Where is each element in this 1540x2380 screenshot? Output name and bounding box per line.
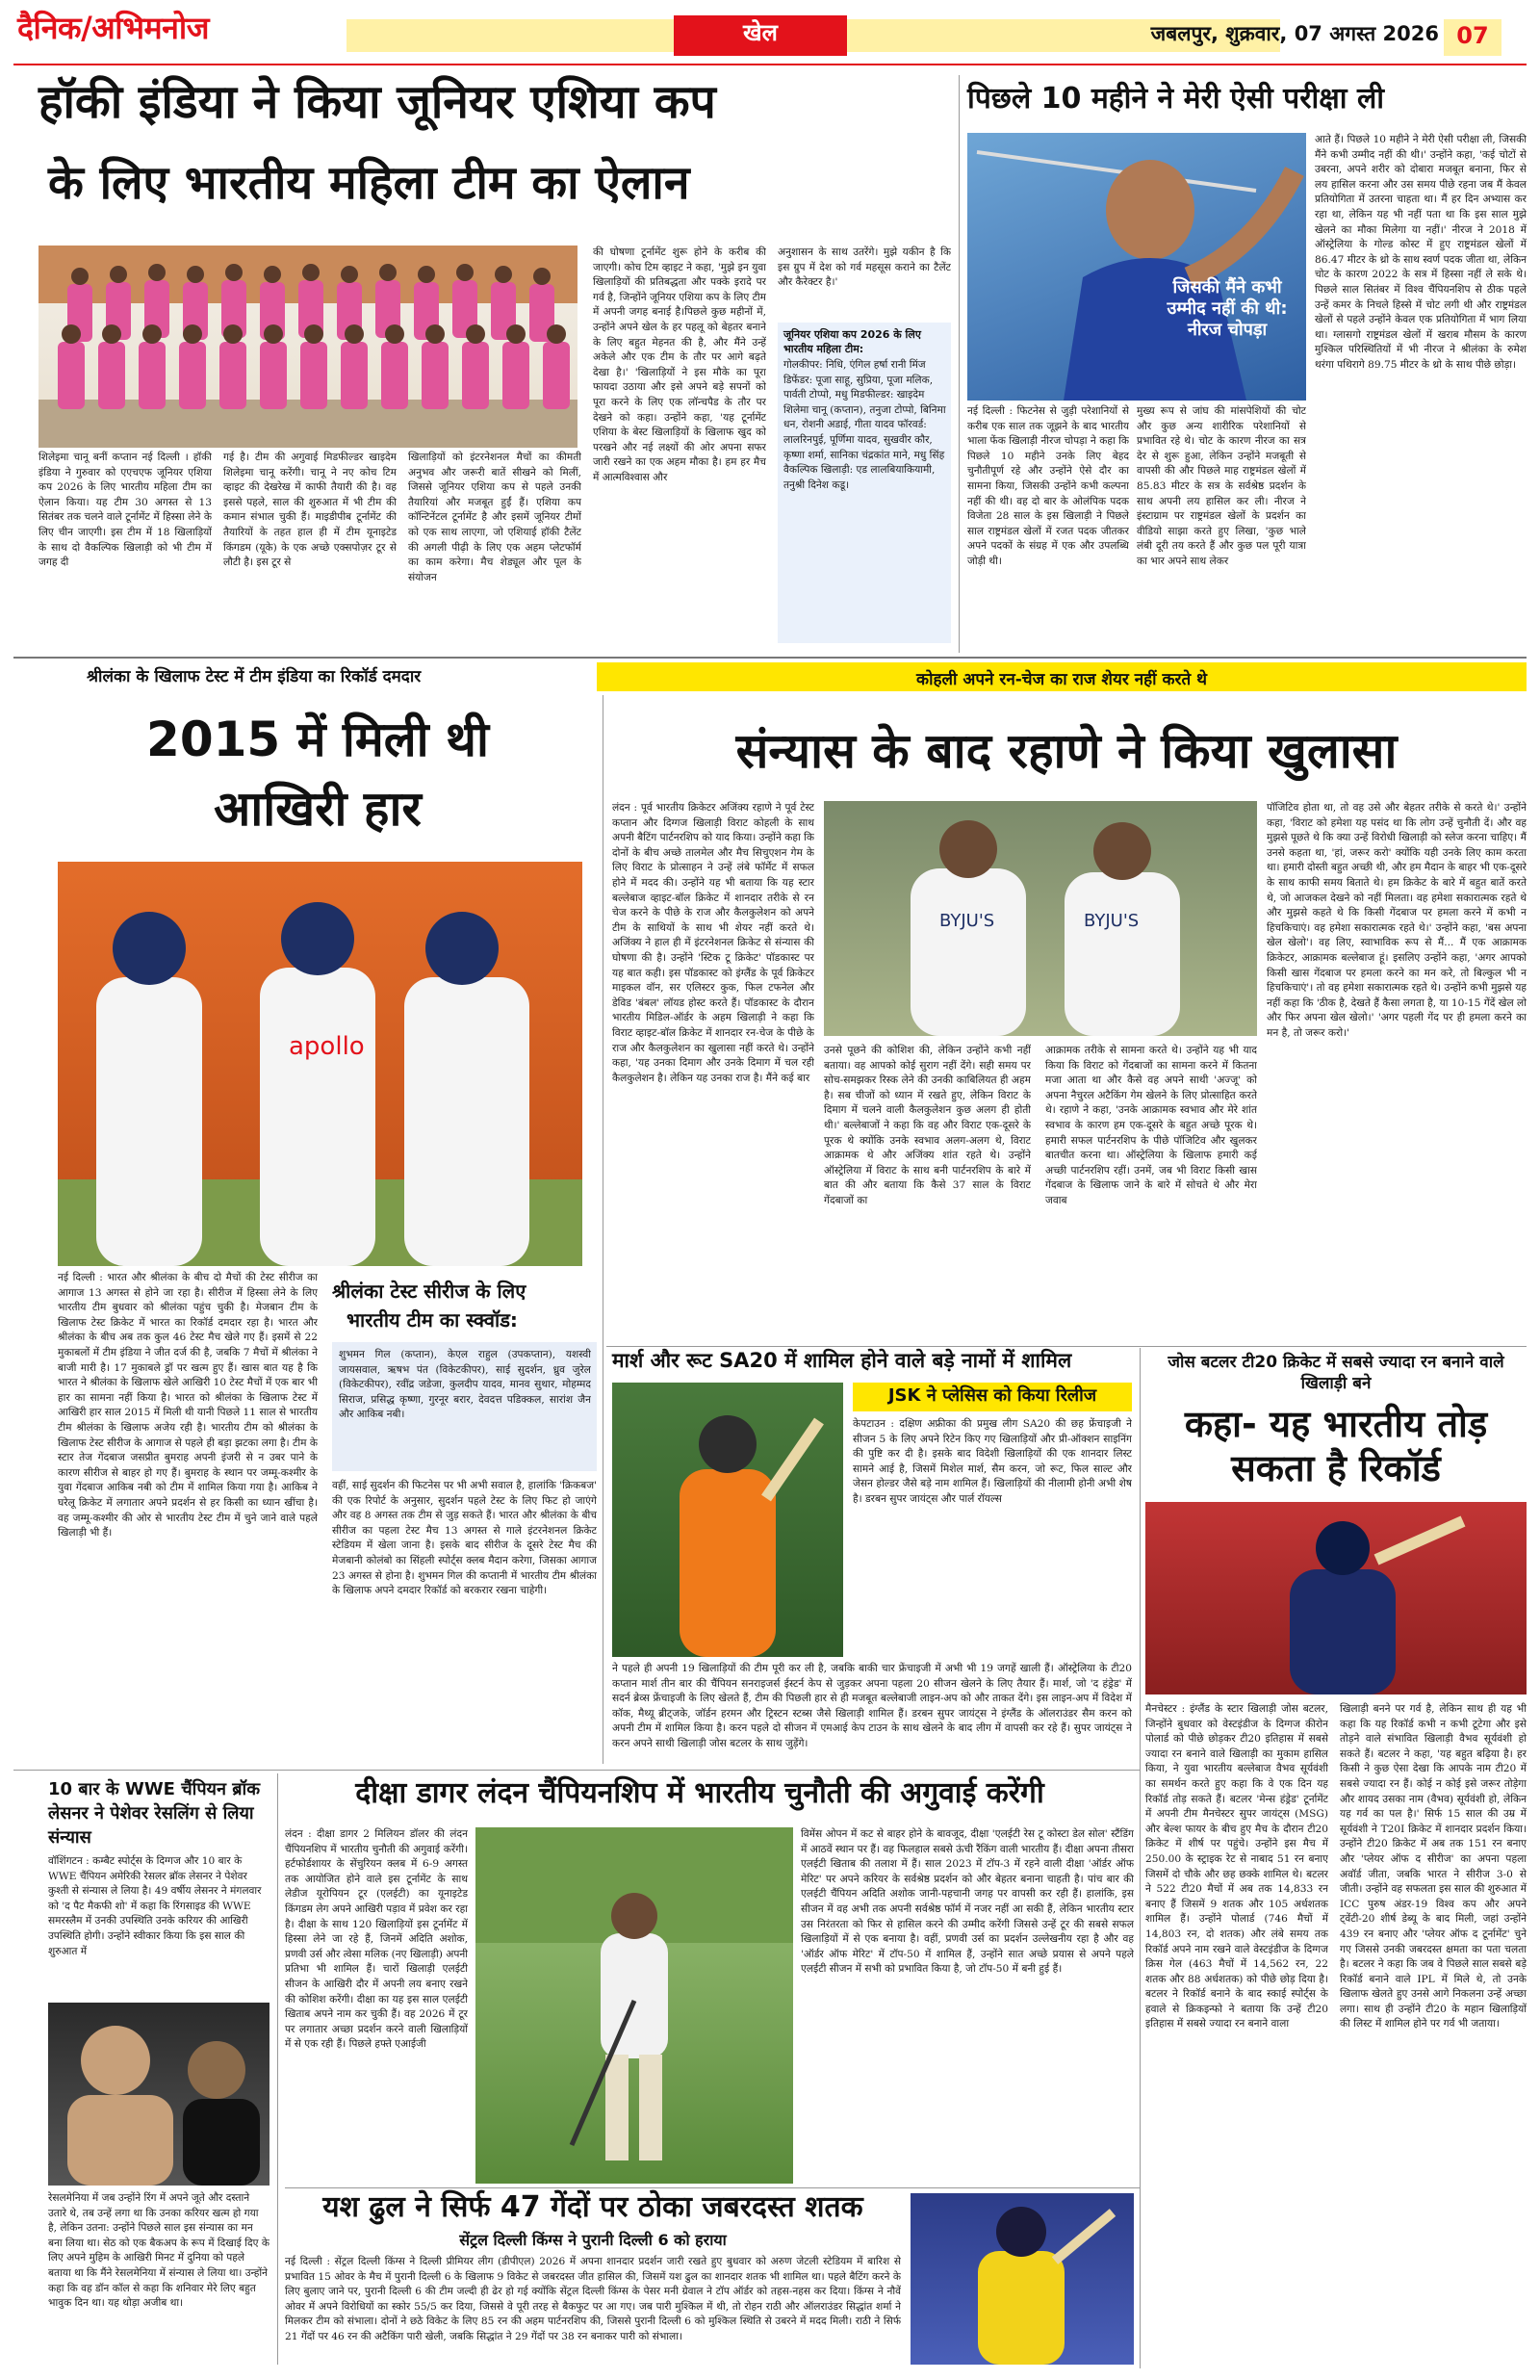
dateline: जबलपुर, शुक्रवार, 07 अगस्त 2026 — [1150, 22, 1439, 45]
neeraj-col-1: नई दिल्ली : फिटनेस से जुड़ी परेशानियों से करीब एक साल तक जूझने के बाद भारतीय भाला फेंक खिलाड़ी नीरज चोपड़ा ने कहा कि पिछले 10 महीने उनके लिए बेहद चुनौतीपूर्ण रहे और उन्होंने ऐसे दौर का सामना किया, जिसकी उन्होंने कभी कल्पना नहीं की थी। वह दो बार के ओलंपिक पदक विजेता 28 साल के इस खिलाड़ी ने पिछले साल राष्ट्रमंडल खेलों में रजत पदक जीतकर अपने पदकों के संग्रह में एक और उपलब्धि जोड़ी थी। — [967, 405, 1129, 567]
srilanka-kicker: श्रीलंका के खिलाफ टेस्ट में टीम इंडिया का रिकॉर्ड दमदार — [87, 667, 422, 686]
svg-text:apollo: apollo — [289, 1032, 365, 1061]
hockey-headline-1: हॉकी इंडिया ने किया जूनियर एशिया कप — [38, 75, 716, 129]
svg-text:BYJU'S: BYJU'S — [1084, 911, 1140, 931]
section-label: खेल — [743, 19, 778, 46]
srilanka-col-1: नई दिल्ली : भारत और श्रीलंका के बीच दो मैचों की टेस्ट सीरीज का आगाज 13 अगस्त से होने जा रहा है। सीरीज में हिस्सा लेने के लिए भारतीय टीम बुधवार को श्रीलंका पहुंच चुकी है। मेजबान टीम के खिलाफ टेस्ट क्रिकेट में भारत का रिकॉर्ड दमदार रहा है। भारत और श्रीलंका के बीच अब तक कुल 46 टेस्ट मैच खेले गए हैं। इसमें से 22 मुकाबलों में टीम इंडिया ने जीत दर्ज की है, जबकि 7 मैचों में श्रीलंका ने बाजी मारी है। 17 मुकाबले ड्रॉ पर खत्म हुए हैं। खास बात यह है कि भारत ने श्रीलंका के खिलाफ खेले आखिरी 10 टेस्ट मैचों में एक बार भी हार का सामना नहीं किया है। भारत को श्रीलंका के खिलाफ टेस्ट में आखिरी हार साल 2015 में मिली थी यानी पिछले 11 साल से भारतीय टीम श्रीलंका के खिलाफ अजेय रही है। भारतीय टीम को श्रीलंका के खिलाफ टेस्ट सीरीज के आगाज से पहले ही बड़ा झटका लगा है। टीम के स्टार तेज गेंदबाज जसप्रीत बुमराह अपनी इंजरी से न उबर पाने के कारण सीरीज से बाहर हो गए हैं। बुमराह के स्थान पर जम्मू-कश्मीर के युवा गेंदबाज आकिब नबी को टीम में शामिल किया गया है। आकिब ने घरेलू क्रिकेट में लगातार अपने प्रदर्शन से हर किसी का ध्यान खींचा है। वह जम्मू-कश्मीर की ओर से भारतीय टेस्ट टीम में चुने जाने वाले पहले खिलाड़ी भी हैं। — [58, 1272, 318, 1539]
rahane-photo — [824, 801, 1257, 1036]
buttler-photo — [1145, 1502, 1527, 1694]
kohli-rahane-illustration — [824, 801, 1257, 1036]
buttler-kicker: जोस बटलर टी20 क्रिकेट में सबसे ज्यादा रन बनाने वाले खिलाड़ी बने — [1168, 1353, 1504, 1393]
sa20-body-bottom: ने पहले ही अपनी 19 खिलाड़ियों की टीम पूरी कर ली है, जबकि बाकी चार फ्रेंचाइजी में अभी भी 19 जगहें खाली हैं। ऑस्ट्रेलिया के टी20 कप्तान मार्श तीन बार की चैंपियन सनराइजर्स ईस्टर्न केप से जुड़कर अपना पहला 20 सीजन खेलने के लिए तैयार हैं। मार्श, जो 'द हंड्रेड' में सदर्न ब्रेव्स फ्रेंचाइजी के लिए खेलते हैं, टीम की पिछली हार से ही मजबूत बल्लेबाजी लाइन-अप को और ताकत देंगे। इस लाइन-अप में विदेश में कॉक, मैथ्यू ब्रीट्जके, जॉर्डन हरमन और ट्रिस्टन स्टब्स जैसे खिलाड़ी शामिल हैं। डरबन सुपर जायंट्स ने इंग्लैंड के ऑलराउंडर सैम करन को अपनी टीम में शामिल किया है। करन पहले दो सीजन में एमआई केप टाउन के साथ खेलने के बाद लीग में वापसी कर रहे हैं। सुपर जायंट्स ने करन अपने साथी खिलाड़ी जोस बटलर के साथ जुड़ेंगे। — [612, 1663, 1132, 1749]
masthead — [0, 0, 1540, 62]
wwe-body-bottom: रेसलमेनिया में जब उन्होंने रिंग में अपने जूते और दस्ताने उतारे थे, तब उन्हें लगा था कि उनका करियर खत्म हो गया है, लेकिन उतना: उन्होंने पिछले साल इस संन्यास का मन बना लिया था। सेठ को एक बैकअप के रूप में दिखाई दिए के लिए अपने मुहिम के आखिरी मिनट में दुनिया को पहले बताया था कि मैंने रेसलमेनिया में संन्यास ले लिया था। उन्होंने कहा कि वह डॉन कॉल से कहा कि शनिवार मेरे लिए बहुत भावुक दिन था। यह थोड़ा अजीब था। — [48, 2192, 270, 2310]
sa20-photo — [612, 1383, 843, 1657]
wwe-photo — [48, 2003, 270, 2186]
yash-headline: यश ढुल ने सिर्फ 47 गेंदों पर ठोका जबरदस्त शतक — [322, 2190, 863, 2224]
yash-batting-illustration — [911, 2193, 1134, 2365]
col-divider-buttler — [1140, 1348, 1141, 2368]
diksha-col-1: लंदन : दीक्षा डागर 2 मिलियन डॉलर की लंदन चैंपियनशिप में भारतीय चुनौती की अगुवाई करेंगी। हर्टफोर्डशायर के सेंचुरियन क्लब में 6-9 अगस्त तक आयोजित होने वाले इस टूर्नामेंट के साथ लेडीज यूरोपियन टूर (एलईटी) का यूनाइटेड किंगडम लेग अपने आखिरी पड़ाव में प्रवेश कर रहा है। दीक्षा के साथ 120 खिलाड़ियों इस टूर्नामेंट में हिस्सा लेने जा रहे हैं, जिनमें अदिति अशोक, प्रणवी उर्स और त्वेसा मलिक (नए खिलाड़ी) अपनी प्रतिभा भी शामिल हैं। चारों खिलाड़ी एलईटी सीजन के आखिरी दौर में अपनी लय बनाए रखने की कोशिश करेंगी। दीक्षा का यह इस साल एलईटी खिताब अपने नाम कर चुकी हैं। वह 2026 में टूर पर लगातार अच्छा प्रदर्शन करने वाली खिलाड़ियों में से एक रही हैं। पिछले हफ्ते एआईजी — [285, 1828, 468, 2051]
masthead-rule — [13, 64, 1527, 65]
hockey-col-4: की घोषणा टूर्नामेंट शुरू होने के करीब की जाएगी। कोच टिम व्हाइट ने कहा, 'मुझे इन युवा खिलाड़ियों की प्रतिबद्धता और पक्के इरादे पर गर्व है, जिन्होंने जूनियर एशिया कप के लिए टीम में अपनी जगह बनाई है।पिछले कुछ महीनों में, उन्होंने अपने खेल के हर पहलू को बेहतर बनाने के लिए बहुत मेहनत की है, और मैंने उन्हें अकेले और एक टीम के तौर पर आगे बढ़ते देखा है।' 'खिलाड़ियों ने इस मौके का पूरा फायदा उठाया और इसे अपने बड़े सपनों को पूरा करने के लिए एक लॉन्चपैड के तौर पर देखने को कहा। उन्होंने कहा, 'यह टूर्नामेंट एशिया के बेस्ट खिलाड़ियों के खिलाफ खुद को परखने और नई लक्ष्यों की ओर अपना सफर जारी रखने का एक अहम मौका है। हम हर मैच में आत्मविश्वास और — [593, 246, 766, 483]
diksha-col-2: विमेंस ओपन में कट से बाहर होने के बावजूद, दीक्षा 'एलईटी रेस टू कोस्टा डेल सोल' स्टैंडिंग में आठवें स्थान पर हैं। वह फिलहाल सबसे ऊंची रैंकिंग वाली भारतीय हैं। दीक्षा अपना तीसरा एलईटी खिताब की तलाश में हैं। साल 2023 में टॉप-3 में रहने वाली दीक्षा 'ऑर्डर ऑफ मेरिट' पर अपने करियर के सर्वश्रेष्ठ प्रदर्शन को और बेहतर बनाना चाहती है। पांच बार की एलईटी चैंपियन अदिति अशोक जानी-पहचानी जगह पर वापसी कर रही हैं। हालांकि, इस सीजन में वह अभी तक अपनी सर्वश्रेष्ठ फॉर्म में नजर नहीं आ सकी हैं, लेकिन भारतीय स्टार उस निरंतरता को फिर से हासिल करने की उम्मीद करेंगी जिससे उन्हें टूर की सबसे सफल खिलाड़ियों में से एक बनाया है। वहीं, प्रणवी उर्स का प्रदर्शन उल्लेखनीय रहा है और वह 'ऑर्डर ऑफ मेरिट' में टॉप-50 में शामिल हैं, उन्होंने सात अच्छे प्रयास से अपने पहले एलईटी सीजन में सभी को प्रभावित किया है, जो टॉप-50 में बनी हुई हैं। — [801, 1828, 1134, 1976]
srilanka-squad-heading-2: भारतीय टीम का स्क्वॉड: — [346, 1308, 518, 1332]
divider-sa20 — [606, 1346, 1527, 1347]
hockey-col-1: शिलेइमा चानू बनीं कप्तान नई दिल्ली । हॉकी इंडिया ने गुरुवार को एएचएफ जूनियर एशिया कप 2026 के लिए भारतीय महिला टीम का ऐलान किया। यह टीम 30 अगस्त से 13 सितंबर तक चलने वाले टूर्नामेंट में हिस्सा लेने के लिए चीन जाएगी। इस टीम में 18 खिलाड़ियों के साथ दो वैकल्पिक खिलाड़ी को भी टीम में जगह दी — [38, 452, 212, 569]
col-divider-hockey — [959, 75, 960, 653]
sa20-subhead: JSK ने प्लेसिस को किया रिलीज — [887, 1385, 1097, 1406]
diksha-headline: दीक्षा डागर लंदन चैंपियनशिप में भारतीय चुनौती की अगुवाई करेंगी — [355, 1776, 1044, 1810]
yash-body: नई दिल्ली : सेंट्रल दिल्ली किंग्स ने दिल्ली प्रीमियर लीग (डीपीएल) 2026 में अपना शानदार प्रदर्शन जारी रखते हुए बुधवार को अरुण जेटली स्टेडियम में बारिश से प्रभावित 15 ओवर के मैच में पुरानी दिल्ली 6 के खिलाफ 9 विकेट से जबरदस्त जीत हासिल की, जिसमें यश ढुल का शानदार शतक भी शामिल था। पहले बैटिंग करने के लिए बुलाए जाने पर, पुरानी दिल्ली 6 की टीम जल्दी ही ढेर हो गई क्योंकि सेंट्रल दिल्ली किंग्स के पेसर मनी ग्रेवाल ने टॉप ऑर्डर को तहस-नहस कर दिया। किंग्स ने नौवें ओवर में अपने विरोधियों का स्कोर 55/5 कर दिया, जिससे वे पूरी तरह से बैकफुट पर आ गए। जब पारी मुश्किल में थी, तो रोहन राठी और ऑलराउंडर सिद्धांत शर्मा ने मिलकर टीम को संभाला। दोनों ने छठे विकेट के लिए 85 रन की अहम पार्टनरशिप की, जिससे पुरानी दिल्ली 6 को मुश्किल स्थिति से उबरने में मदद मिली। राठी ने सिर्फ 21 गेंदों पर 46 रन की अटैकिंग पारी खेली, जबकि सिद्धांत ने 29 गेंदों पर 38 रन बनाकर पारी को संभाला। — [285, 2256, 901, 2342]
yash-subhead: सेंट्रल दिल्ली किंग्स ने पुरानी दिल्ली 6 को हराया — [459, 2231, 727, 2249]
buttler-col-2: खिलाड़ी बनने पर गर्व है, लेकिन साथ ही यह भी कहा कि यह रिकॉर्ड कभी न कभी टूटेगा और इसे तोड़ने वाले संभावित खिलाड़ी वैभव सूर्यवंशी हो सकते हैं। बटलर ने कहा, 'यह बहुत बढ़िया है। हर किसी ने कुछ ऐसा देखा कि आपके नाम टी20 में सबसे ज्यादा रन हैं। कोई न कोई इसे जरूर तोड़ेगा और शायद उसका नाम (वैभव) सूर्यवंशी हो, लेकिन यह गर्व का पल है।' सिर्फ 15 साल की उम्र में सूर्यवंशी ने T20I क्रिकेट में शानदार प्रदर्शन किया। उन्होंने टी20 क्रिकेट में अब तक 151 रन बनाए और 'प्लेयर ऑफ द सीरीज' का अपना पहला अवॉर्ड जीता, जबकि भारत ने सीरीज 3-0 से जीती। उन्होंने वह सफलता इस साल की शुरुआत में ICC पुरुष अंडर-19 विश्व कप और अपने ट्वेंटी-20 शीर्ष डेब्यू के बाद मिली, जहां उन्होंने 439 रन बनाए और 'प्लेयर ऑफ द टूर्नामेंट' चुने गए जिससे उनकी जबरदस्त क्षमता का पता चलता है। बटलर ने कहा कि जब वे पिछले साल सबसे बड़े रिकॉर्ड बनाने वाले IPL में मिले थे, तो उनके खिलाफ खेलते हुए उनसे आगे निकलना उन्हें अच्छा लगा। साथ ही उन्होंने टी20 के महान खिलाड़ियों की लिस्ट में शामिल होने पर गर्व भी जताया। — [1340, 1703, 1527, 2031]
rahane-col-1: लंदन : पूर्व भारतीय क्रिकेटर अजिंक्य रहाणे ने पूर्व टेस्ट कप्तान और दिग्गज खिलाड़ी विराट कोहली के साथ अपनी बैटिंग पार्टनरशिप को याद किया। उन्होंने कहा कि दोनों के बीच अच्छे तालमेल और मैच सिचुएशन गेम के लिए विराट के प्रोत्साहन ने उन्हें लंबे फॉर्मेट में सफल होने में मदद की। उन्होंने यह भी बताया कि यह स्टार बल्लेबाज व्हाइट-बॉल क्रिकेट में शानदार तरीके से रन चेज करने के पीछे के राज और कैलकुलेशन को अपने टीम के साथियों के साथ भी शेयर नहीं करते थे। अजिंक्य ने हाल ही में इंटरनेशनल क्रिकेट से संन्यास की घोषणा की है। उन्होंने 'स्टिक टू क्रिकेट' पॉडकास्ट पर यह बात कही। इस पॉडकास्ट को इंग्लैंड के पूर्व क्रिकेटर माइकल वॉन, सर एलिस्टर कुक, फिल टफनेल और डेविड 'बंबल' लॉयड होस्ट करते हैं। पॉडकास्ट के दौरान भारतीय मिडिल-ऑर्डर के अहम खिलाड़ी ने कहा कि विराट व्हाइट-बॉल क्रिकेट में शानदार रन-चेज के पीछे के राज और कैलकुलेशन का खुलासा नहीं करते थे। उन्होंने कहा, 'यह उनका दिमाग और उनके दिमाग में चल रही कैलकुलेशन है। लेकिन यह उनका राज है। मैंने कई बार — [612, 802, 814, 1084]
wwe-body-top: वॉशिंगटन : कम्बैट स्पोर्ट्स के दिग्गज और 10 बार के WWE चैंपियन अमेरिकी रेसलर ब्रॉक लेसनर ने पेशेवर कुश्ती से संन्यास ले लिया है। 49 वर्षीय लेसनर ने मंगलवार को 'द पैट मैकफी शो' में कहा कि रिंगसाइड की WWE समरस्लैम में उनकी उपस्थिति उनके करियर की आखिरी उपस्थिति होगी। उन्होंने स्वीकार किया कि इस साल की शुरुआत में — [48, 1855, 262, 1957]
hockey-col-5: अनुशासन के साथ उतरेंगे। मुझे यकीन है कि इस ग्रुप में देश को गर्व महसूस कराने का टैलेंट और कैरेक्टर है।' — [778, 246, 951, 289]
batsman-illustration — [612, 1383, 843, 1657]
rahane-col-2: उनसे पूछने की कोशिश की, लेकिन उन्होंने कभी नहीं बताया। वह आपको कोई सुराग नहीं देंगे। सही समय पर सोच-समझकर रिस्क लेने की उनकी काबिलियत ही अहम है। सब चीजों को ध्यान में रखते हुए, लेकिन विराट के दिमाग में चलने वाली कैलकुलेशन कुछ अलग ही होती थी।' बल्लेबाजों ने कहा कि वह और विराट एक-दूसरे के पूरक थे क्योंकि उनके स्वभाव अलग-अलग थे, विराट आक्रामक थे और अजिंक्य शांत रहते थे। उन्होंने ऑस्ट्रेलिया में विराट के साथ बनी पार्टनरशिप के बारे में बात की और बताया कि कैसे 37 साल के विराट गेंदबाजों का — [824, 1045, 1031, 1206]
srilanka-squad-list: शुभमन गिल (कप्तान), केएल राहुल (उपकप्तान), यशस्वी जायसवाल, ऋषभ पंत (विकेटकीपर), साई सुदर्शन, ध्रुव जुरेल (विकेटकीपर), रवींद्र जडेजा, कुलदीप यादव, मानव सुथार, मोहम्मद सिराज, प्रसिद्ध कृष्णा, गुरनूर बरार, देवदत्त पडिक्कल, सारांश जैन और आकिब नबी। — [339, 1349, 591, 1421]
divider-yash — [285, 2187, 1140, 2188]
srilanka-headline-2: आखिरी हार — [214, 781, 422, 837]
neeraj-col-2: मुख्य रूप से जांघ की मांसपेशियों की चोट और कुछ अन्य शारीरिक परेशानियों से प्रभावित रहे थे। चोट के कारण नीरज का सत्र देर से शुरू हुआ, लेकिन उन्होंने मजबूती से वापसी की और पिछले माह राष्ट्रमंडल खेलों में 85.83 मीटर के सत्र के सर्वश्रेष्ठ प्रदर्शन के साथ अपनी लय हासिल कर ली। नीरज ने इंस्टाग्राम पर राष्ट्रमंडल खेलों के प्रदर्शन का वीडियो साझा करते हुए लिखा, 'कुछ भाले लंबी दूरी तय करते हैं और कुछ पल पूरी यात्रा का भार अपने साथ लेकर — [1137, 405, 1306, 567]
srilanka-photo — [58, 862, 582, 1266]
neeraj-col-3: आते हैं। पिछले 10 महीने ने मेरी ऐसी परीक्षा ली, जिसकी मैंने कभी उम्मीद नहीं की थी।' उन्होंने कहा, 'कई चोटों से उबरना, अपने शरीर को दोबारा मजबूत बनाना, फिर से लय हासिल करना और उस समय पीछे रहना जब मैं केवल प्रतियोगिता में उतरना चाहता था। मैं हर दिन अभ्यास कर रहा था, लेकिन यह भी नहीं पता था कि इस साल मुझे खेलने का मौका मिलेगा या नहीं।' नीरज ने 2018 में ऑस्ट्रेलिया के गोल्ड कोस्ट में हुए राष्ट्रमंडल खेलों में 86.47 मीटर के थ्रो के साथ स्वर्ण पदक जीता था, लेकिन चोट के कारण 2022 के सत्र में हिस्सा नहीं ले सके थे। पिछले साल सितंबर में विश्व चैंपियनशिप से ठीक पहले उन्हें कमर के निचले हिस्से में चोट लगी थी और राष्ट्रमंडल खेलों से पहले उन्होंने केवल एक प्रतियोगिता में भाग लिया था। ग्लासगो राष्ट्रमंडल खेलों में खराब मौसम के कारण मुश्किल परिस्थितियों में भी नीरज ने श्रीलंका के रुमेश थरंगा पथिरागे 89.75 मीटर के थ्रो के साथ पीछे छोड़ा। — [1315, 134, 1527, 371]
paper-name[interactable]: दैनिक/अभिमनोज — [17, 10, 209, 46]
srilanka-col-2: वहीं, साई सुदर्शन की फिटनेस पर भी अभी सवाल है, हालांकि 'क्रिकबज' की एक रिपोर्ट के अनुसार, सुदर्शन पहले टेस्ट के लिए फिट हो जाएंगे और वह 8 अगस्त तक टीम से जुड़ सकते हैं। भारत और श्रीलंका के बीच सीरीज का पहला टेस्ट मैच 13 अगस्त से गाले इंटरनेशनल क्रिकेट स्टेडियम में खेला जाना है। इसके बाद सीरीज के दूसरे टेस्ट मैच की मेजबानी कोलंबो का सिंहली स्पोर्ट्स क्लब मैदान करेगा, जिसका आगाज 23 अगस्त से होना है। शुभमन गिल की कप्तानी में भारतीय टीम श्रीलंका के खिलाफ अपने दमदार रिकॉर्ड को बरकरार रखना चाहेगी। — [332, 1480, 597, 1597]
hockey-team-illustration — [38, 246, 578, 448]
neeraj-photo — [967, 133, 1306, 401]
srilanka-headline-1: 2015 में मिली थी — [146, 711, 489, 767]
neeraj-headline: पिछले 10 महीने ने मेरी ऐसी परीक्षा ली — [967, 82, 1385, 116]
rahane-headline: संन्यास के बाद रहाणे ने किया खुलासा — [735, 723, 1398, 779]
hockey-col-3: खिलाड़ियों को इंटरनेशनल मैचों का कीमती अनुभव और जरूरी बातें सीखने को मिलीं, जिससे जूनियर एशिया कप से पहले उनकी तैयारियां और मजबूत हुईं हैं। एशिया कप कॉन्टिनेंटल टूर्नामेंट है और इसमें जूनियर टीमों को एक साथ लाएगा, जो एशियाई हॉकी टैलेंट की अगली पीढ़ी के लिए एक अहम प्लेटफॉर्म का काम करेगा। मैच शेड्यूल और पूल के संयोजन — [408, 452, 581, 583]
sa20-headline: मार्श और रूट SA20 में शामिल होने वाले बड़े नामों में शामिल — [612, 1349, 1072, 1372]
yash-photo — [911, 2193, 1134, 2365]
hockey-squad-list: गोलकीपर: निधि, एंगिल हर्षा रानी मिंज डिफेंडर: पूजा साहू, सुप्रिया, पूजा मलिक, पार्वती टोप्पो, मधु मिडफील्डर: खाइदेम शिलेमा चानू (कप्तान), तनुजा टोप्पो, बिनिमा धन, रोशनी अडाई, गीता यादव फॉरवर्ड: लालरिनपुई, पूर्णिमा यादव, सुखवीर कौर, कृष्णा शर्मा, सानिका चंद्रकांत माने, मधु सिंह वैकल्पिक खिलाड़ी: एड लालबियाकियामी, तनुश्री दिनेश कडू। — [783, 359, 946, 491]
javelin-throw-illustration — [967, 133, 1306, 401]
hockey-squad-title: जूनियर एशिया कप 2026 के लिए भारतीय महिला टीम: — [783, 328, 921, 355]
page-number: 07 — [1456, 22, 1489, 49]
hockey-col-2: गई है। टीम की अगुवाई मिडफील्डर खाइदेम शिलेइमा चानू करेंगी। चानू ने नए कोच टिम व्हाइट की देखरेख में काफी तैयारी की है। वह इससे पहले, साल की शुरुआत में भी टीम की कमान संभाल चुकी हैं। माइडीपीब टूर्नामेंट की तैयारियों के तहत हाल ही में टीम यूनाइटेड किंगडम (यूके) के एक अच्छे एक्सपोज़र टूर से लौटी है। इस टूर से — [223, 452, 397, 569]
cricketers-illustration — [58, 862, 582, 1266]
rahane-kicker: कोहली अपने रन-चेज का राज शेयर नहीं करते थे — [916, 670, 1207, 689]
diksha-photo — [475, 1827, 793, 2184]
wwe-headline: 10 बार के WWE चैंपियन ब्रॉक लेसनर ने पेशेवर रेसलिंग से लिया संन्यास — [48, 1779, 261, 1848]
neeraj-photo-quote: जिसकी मैंने कभी उम्मीद नहीं की थी: नीरज चोपड़ा — [1167, 277, 1288, 340]
wrestler-illustration — [48, 2003, 270, 2186]
divider-row-3 — [13, 1770, 1140, 1771]
col-divider-wwe — [277, 1773, 278, 2365]
svg-text:BYJU'S: BYJU'S — [939, 911, 995, 931]
golfer-illustration — [475, 1827, 793, 2184]
buttler-headline: कहा- यह भारतीय तोड़ सकता है रिकॉर्ड — [1184, 1403, 1488, 1489]
rahane-col-3: आक्रामक तरीके से सामना करते थे। उन्होंने यह भी याद किया कि विराट को गेंदबाजों का सामना करने में कितना मजा आता था और कैसे वह अपने साथी 'अज्जू' को अपना नैचुरल अटैकिंग गेम खेलने के लिए प्रोत्साहित करते थे। रहाणे ने कहा, 'उनके आक्रामक स्वभाव और मेरे शांत स्वभाव के कारण हम एक-दूसरे के बहुत अच्छे पूरक थे। हमारी सफल पार्टनरशिप के पीछे पॉजिटिव और खुलकर बातचीत करना था। ऑस्ट्रेलिया के खिलाफ हमारी कई अच्छी पार्टनरशिप रहीं। उनमें, जब भी विराट किसी खास गेंदबाज के खिलाफ जाने के बारे में सोचते थे और मेरा जवाब — [1045, 1045, 1257, 1206]
divider-row-2 — [13, 657, 1527, 659]
hockey-headline-2: के लिए भारतीय महिला टीम का ऐलान — [48, 156, 690, 210]
srilanka-squad-heading-1: श्रीलंका टेस्ट सीरीज के लिए — [332, 1280, 526, 1303]
buttler-col-1: मैनचेस्टर : इंग्लैंड के स्टार खिलाड़ी जोस बटलर, जिन्होंने बुधवार को वेस्टइंडीज के दिग्गज कीरोन पोलार्ड को पीछे छोड़कर टी20 इतिहास में सबसे ज्यादा रन बनाने वाले खिलाड़ी का मुकाम हासिल किया, ने युवा भारतीय बल्लेबाज वैभव सूर्यवंशी का समर्थन करते हुए कहा कि वे एक दिन यह रिकॉर्ड तोड़ सकते हैं। बटलर 'मेन्स हंड्रेड' टूर्नामेंट में अपनी टीम मैनचेस्टर सुपर जायंट्स (MSG) और बेल्श फायर के बीच हुए मैच के दौरान टी20 क्रिकेट में शीर्ष पर पहुंचे। उन्होंने इस मैच में 250.00 के स्ट्राइक रेट से नाबाद 51 रन बनाए जिसमें दो चौके और छह छक्के शामिल थे। बटलर ने 522 टी20 मैचों में अब तक 14,833 रन बनाए हैं जिसमें 9 शतक और 105 अर्धशतक शामिल हैं। उन्होंने पोलार्ड (746 मैचों में 14,803 रन, दो शतक) और लंबे समय तक रिकॉर्ड अपने नाम रखने वाले वेस्टइंडीज के दिग्गज क्रिस गेल (463 मैचों में 14,562 रन, 22 शतक और 88 अर्धशतक) को पीछे छोड़ दिया है। बटलर ने रिकॉर्ड बनाने के बाद स्काई स्पोर्ट्स के हवाले से क्रिकइन्फो ने बताया कि उन्हें टी20 इतिहास में सबसे ज्यादा रन बनाने वाला — [1145, 1703, 1328, 2031]
buttler-batting-illustration — [1145, 1502, 1527, 1694]
hockey-team-photo — [38, 246, 578, 448]
sa20-body-top: केपटाउन : दक्षिण अफ्रीका की प्रमुख लीग SA20 की छह फ्रेंचाइजी ने सीजन 5 के लिए अपने रिटेन किए गए खिलाड़ियों और प्री-ऑक्शन साइनिंग की पुष्टि कर दी है। इसके बाद विदेशी खिलाड़ियों की एक शानदार लिस्ट सामने आई है, जिसमें मिशेल मार्श, सैम करन, जो रूट, फिल साल्ट और जेसन होल्डर जैसे बड़े नाम शामिल हैं। खिलाड़ियों की नीलामी होनी अभी शेष है। डरबन सुपर जायंट्स और पार्ल रॉयल्स — [853, 1418, 1132, 1505]
rahane-col-4: पॉजिटिव होता था, तो वह उसे और बेहतर तरीके से करते थे।' उन्होंने कहा, 'विराट को हमेशा यह पसंद था कि लोग उन्हें चुनौती दें। और वह मुझसे पूछते थे कि क्या उन्हें विरोधी खिलाड़ी को स्लेज करना चाहिए। मैं उनसे कहता था, 'हां, जरूर करो' क्योंकि यही उनके लिए काम करता था। हमारी दोस्ती बहुत अच्छी थी, और हम मैदान के बाहर भी एक-दूसरे के साथ काफी समय बिताते थे। हम क्रिकेट के बारे में बहुत बातें करते थे, जो आजकल देखने को नहीं मिलता। वह हमेशा सकारात्मक रहते थे और मुझसे कहते थे कि किसी गेंदबाज पर हमला करने में कभी न हिचकिचाएं। वह हमेशा सकारात्मक रहते थे।' उन्होंने कहा, 'बस अपना खेल खेलो'। वह लिए, स्वाभाविक रूप से मैं... मैं एक आक्रामक क्रिकेटर, आक्रामक बल्लेबाज हूं। इसलिए उन्होंने कहा, 'अगर आपको किसी खास गेंदबाज पर हमला करने का मन करे, तो बिल्कुल भी न हिचकिचाएं'। तो वह हमेशा सकारात्मक रहते थे। उन्होंने कभी मुझसे यह नहीं कहा कि 'ठीक है, देखते हैं कैसा लगता है, या 10-15 गेंदें खेल लो और फिर अपना खेल खेलो।' 'अगर पहली गेंद पर ही हमला करने का मन है, तो जरूर करो।' — [1267, 802, 1527, 1039]
